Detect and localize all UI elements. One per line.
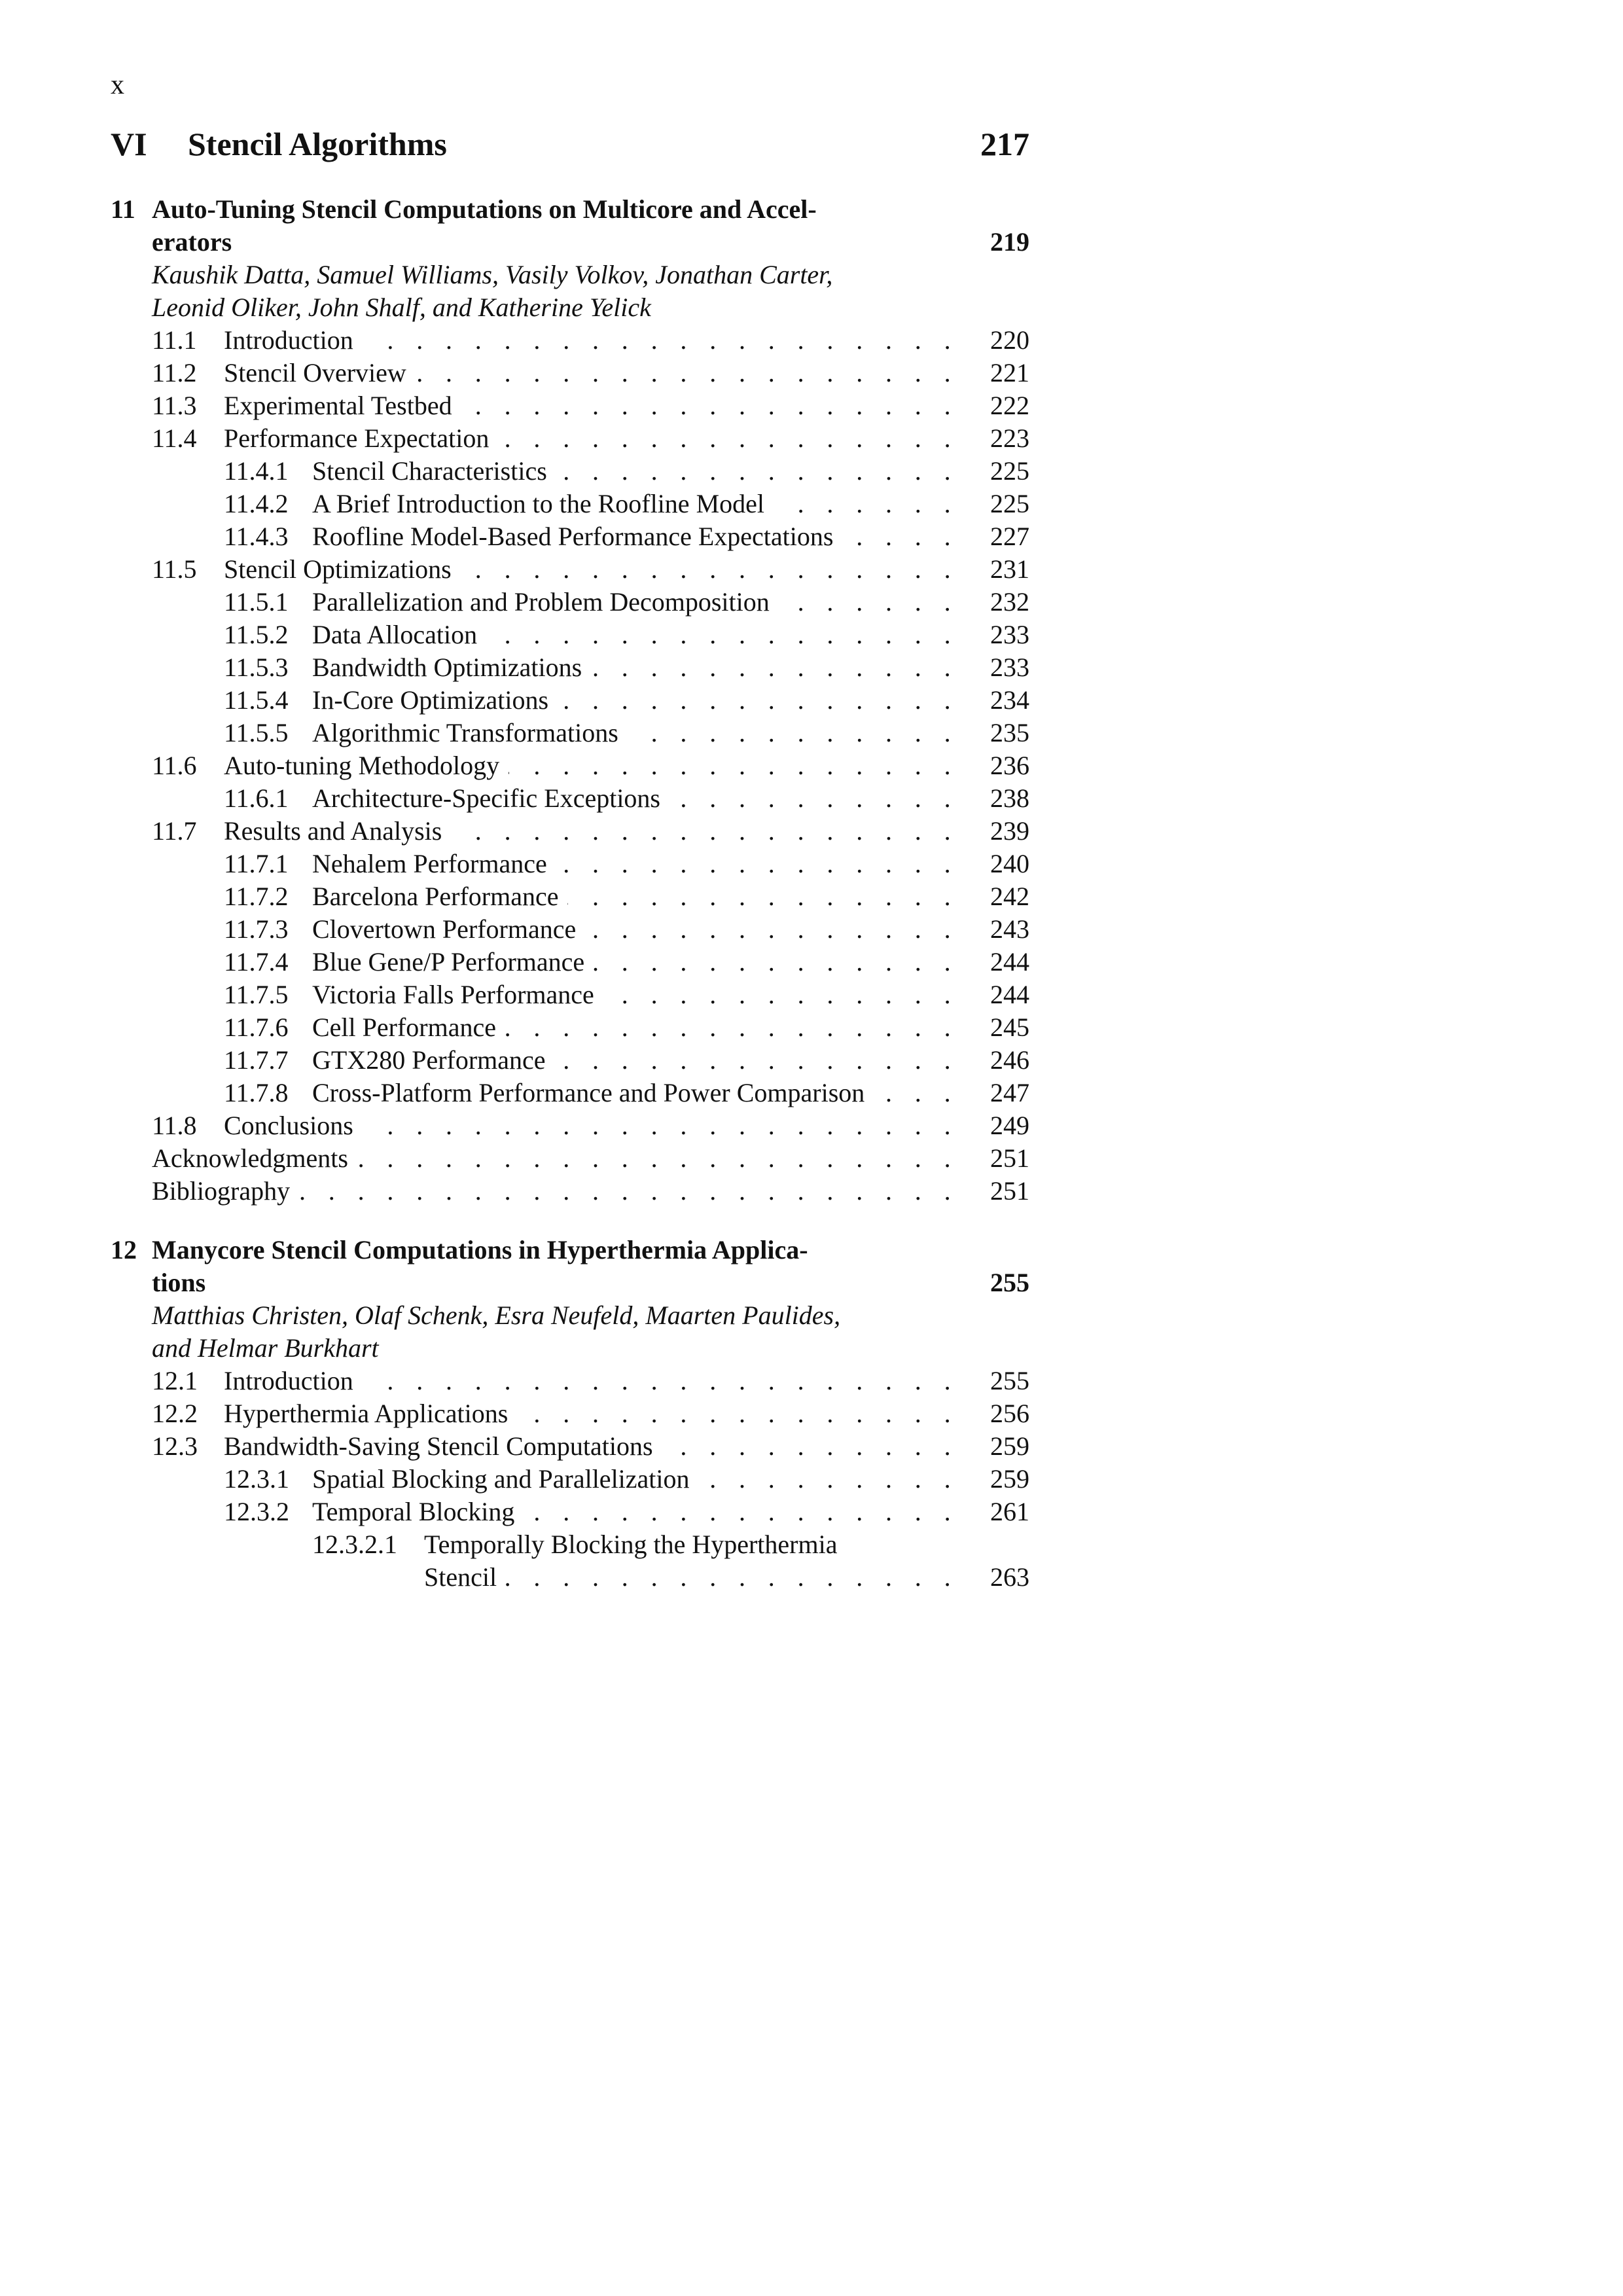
section-title: Stencil Optimizations xyxy=(224,554,452,584)
section-page: 255 xyxy=(990,1366,1029,1395)
section-number: 11.5.5 xyxy=(224,718,289,747)
section-page: 222 xyxy=(990,391,1029,420)
section-title: Bandwidth Optimizations xyxy=(312,653,582,682)
toc-entry[interactable] xyxy=(111,815,1029,848)
chapter-title-continued: erators xyxy=(152,227,232,257)
section-number: 11.8 xyxy=(152,1111,197,1140)
toc-entry[interactable] xyxy=(111,1011,1029,1044)
section-title-continued: Stencil xyxy=(424,1562,497,1592)
section-title: Data Allocation xyxy=(312,620,478,649)
dot-leader xyxy=(603,978,959,1011)
dot-leader xyxy=(842,520,959,553)
section-number: 11.7.4 xyxy=(224,947,289,977)
section-title: Spatial Blocking and Parallelization xyxy=(312,1464,690,1494)
section-title: Hyperthermia Applications xyxy=(224,1399,508,1428)
toc-entry[interactable] xyxy=(111,1496,1029,1528)
chapter-gap xyxy=(111,1208,1029,1234)
page-folio: x xyxy=(111,70,124,100)
section-page: 231 xyxy=(990,554,1029,584)
toc-entry[interactable] xyxy=(111,913,1029,946)
toc-entry[interactable] xyxy=(111,1397,1029,1430)
chapter-number: 11 xyxy=(111,194,135,224)
section-page: 256 xyxy=(990,1399,1029,1428)
dot-leader xyxy=(662,1430,959,1463)
dot-leader xyxy=(874,1077,959,1109)
toc-entry[interactable] xyxy=(111,1044,1029,1077)
chapter-title: Auto-Tuning Stencil Computations on Multicore and Accel- xyxy=(152,194,817,224)
section-number: 11.5.4 xyxy=(224,685,289,715)
toc-entry[interactable] xyxy=(111,422,1029,455)
dot-leader xyxy=(506,1561,959,1594)
section-page: 225 xyxy=(990,489,1029,518)
chapter-title-continued: tions xyxy=(152,1268,206,1297)
section-title: Performance Expectation xyxy=(224,423,490,453)
dot-leader xyxy=(416,357,959,389)
section-number: 11.3 xyxy=(152,391,197,420)
section-page: 245 xyxy=(990,1013,1029,1042)
section-number: 11.6 xyxy=(152,751,197,780)
section-page: 251 xyxy=(990,1176,1029,1206)
dot-leader xyxy=(555,1044,959,1077)
section-title: Architecture-Specific Exceptions xyxy=(312,783,660,813)
dot-leader xyxy=(669,782,959,815)
toc-entry[interactable] xyxy=(111,324,1029,357)
section-page: 244 xyxy=(990,980,1029,1009)
section-page: 233 xyxy=(990,653,1029,682)
chapter-number: 12 xyxy=(111,1235,137,1265)
section-title: Results and Analysis xyxy=(224,816,442,846)
section-title: Algorithmic Transformations xyxy=(312,718,618,747)
section-title: Introduction xyxy=(224,325,353,355)
toc-entry[interactable] xyxy=(111,1142,1029,1175)
toc-entry[interactable] xyxy=(111,357,1029,389)
toc-entry[interactable] xyxy=(111,946,1029,978)
section-title: Stencil Overview xyxy=(224,358,406,387)
section-number: 11.5.1 xyxy=(224,587,289,617)
section-page: 223 xyxy=(990,423,1029,453)
section-number: 11.7.1 xyxy=(224,849,289,878)
section-title: Acknowledgments xyxy=(152,1143,348,1173)
dot-leader xyxy=(357,1142,959,1175)
toc-entry[interactable] xyxy=(111,684,1029,717)
part-number: VI xyxy=(111,126,147,162)
toc-entry[interactable] xyxy=(111,1109,1029,1142)
section-title: Introduction xyxy=(224,1366,353,1395)
dot-leader xyxy=(774,488,959,520)
section-number: 12.3.2.1 xyxy=(312,1530,397,1559)
dot-leader xyxy=(461,389,959,422)
section-number: 11.1 xyxy=(152,325,197,355)
dot-leader xyxy=(451,815,959,848)
section-page: 238 xyxy=(990,783,1029,813)
part-title: Stencil Algorithms xyxy=(188,126,447,162)
section-number: 12.3 xyxy=(152,1431,198,1461)
toc-entry[interactable] xyxy=(111,1463,1029,1496)
section-title: Victoria Falls Performance xyxy=(312,980,594,1009)
dot-leader xyxy=(567,880,959,913)
chapter-authors: and Helmar Burkhart xyxy=(152,1333,379,1363)
section-number: 11.4.1 xyxy=(224,456,289,486)
section-title: GTX280 Performance xyxy=(312,1045,546,1075)
toc-entry[interactable] xyxy=(111,619,1029,651)
section-page: 259 xyxy=(990,1431,1029,1461)
toc-entry[interactable] xyxy=(111,1365,1029,1397)
toc-page xyxy=(111,65,1029,1594)
chapter-page: 255 xyxy=(990,1268,1029,1297)
section-number: 11.4.2 xyxy=(224,489,289,518)
section-title: Clovertown Performance xyxy=(312,914,577,944)
dot-leader xyxy=(628,717,959,749)
toc-entry[interactable] xyxy=(111,848,1029,880)
section-page: 225 xyxy=(990,456,1029,486)
dot-leader xyxy=(556,848,959,880)
toc-entry[interactable] xyxy=(111,586,1029,619)
toc-entry[interactable] xyxy=(111,749,1029,782)
dot-leader xyxy=(585,913,959,946)
dot-leader xyxy=(363,1365,959,1397)
section-number: 12.1 xyxy=(152,1366,198,1395)
chapter-page: 219 xyxy=(990,227,1029,257)
section-title: Temporally Blocking the Hyperthermia xyxy=(424,1530,838,1559)
chapter-title-line[interactable] xyxy=(111,193,1029,226)
section-page: 261 xyxy=(990,1497,1029,1526)
section-number: 11.5 xyxy=(152,554,197,584)
section-title: Nehalem Performance xyxy=(312,849,547,878)
dot-leader xyxy=(558,684,959,717)
dot-leader xyxy=(699,1463,959,1496)
section-number: 11.7.6 xyxy=(224,1013,289,1042)
section-number: 11.7.3 xyxy=(224,914,289,944)
toc-entry[interactable] xyxy=(111,520,1029,553)
dot-leader xyxy=(508,749,959,782)
section-number: 12.3.1 xyxy=(224,1464,289,1494)
toc-entry[interactable] xyxy=(111,1528,1029,1561)
section-page: 232 xyxy=(990,587,1029,617)
section-title: Auto-tuning Methodology xyxy=(224,751,500,780)
chapter-title: Manycore Stencil Computations in Hyperthermia Applica- xyxy=(152,1235,808,1265)
section-page: 243 xyxy=(990,914,1029,944)
section-number: 11.4 xyxy=(152,423,197,453)
section-page: 227 xyxy=(990,522,1029,551)
dot-leader xyxy=(556,455,959,488)
chapter-title-line[interactable] xyxy=(111,1266,1029,1299)
toc-entry[interactable] xyxy=(111,488,1029,520)
section-page: 235 xyxy=(990,718,1029,747)
dot-leader xyxy=(461,553,959,586)
section-page: 242 xyxy=(990,882,1029,911)
section-page: 233 xyxy=(990,620,1029,649)
dot-leader xyxy=(591,651,959,684)
section-page: 234 xyxy=(990,685,1029,715)
section-number: 11.7.8 xyxy=(224,1078,289,1107)
section-title: Stencil Characteristics xyxy=(312,456,547,486)
toc-entry[interactable] xyxy=(111,978,1029,1011)
toc-entry[interactable] xyxy=(111,455,1029,488)
dot-leader xyxy=(363,324,959,357)
section-page: 244 xyxy=(990,947,1029,977)
toc-entry-continued[interactable] xyxy=(111,1561,1029,1594)
toc-entry[interactable] xyxy=(111,389,1029,422)
section-title: Cell Performance xyxy=(312,1013,496,1042)
section-number: 11.7.5 xyxy=(224,980,289,1009)
section-title: Conclusions xyxy=(224,1111,353,1140)
section-page: 259 xyxy=(990,1464,1029,1494)
section-number: 11.5.2 xyxy=(224,620,289,649)
spacer xyxy=(111,226,152,259)
toc-entry[interactable] xyxy=(111,1175,1029,1208)
section-title: Blue Gene/P Performance xyxy=(312,947,585,977)
dot-leader xyxy=(299,1175,959,1208)
section-page: 236 xyxy=(990,751,1029,780)
dot-leader xyxy=(363,1109,959,1142)
dot-leader xyxy=(498,422,959,455)
section-title: Bandwidth-Saving Stencil Computations xyxy=(224,1431,653,1461)
toc-entry[interactable] xyxy=(111,717,1029,749)
dot-leader xyxy=(517,1397,959,1430)
section-page: 263 xyxy=(990,1562,1029,1592)
section-number: 11.4.3 xyxy=(224,522,289,551)
section-number: 11.6.1 xyxy=(224,783,289,813)
section-number: 11.7.2 xyxy=(224,882,289,911)
dot-leader xyxy=(486,619,959,651)
toc-entry[interactable] xyxy=(111,1430,1029,1463)
section-number: 12.2 xyxy=(152,1399,198,1428)
dot-leader xyxy=(594,946,959,978)
section-title: Experimental Testbed xyxy=(224,391,452,420)
section-title: Parallelization and Problem Decomposition xyxy=(312,587,770,617)
chapter-authors: Leonid Oliker, John Shalf, and Katherine Yelick xyxy=(152,293,651,322)
chapter-title-line[interactable] xyxy=(111,1234,1029,1266)
section-number: 12.3.2 xyxy=(224,1497,289,1526)
section-page: 220 xyxy=(990,325,1029,355)
toc-entry[interactable] xyxy=(111,553,1029,586)
toc-entry[interactable] xyxy=(111,880,1029,913)
dot-leader xyxy=(779,586,959,619)
toc-entry[interactable] xyxy=(111,651,1029,684)
chapter-authors: Matthias Christen, Olaf Schenk, Esra Neufeld, Maarten Paulides, xyxy=(152,1300,841,1330)
section-title: A Brief Introduction to the Roofline Model xyxy=(312,489,764,518)
section-number: 11.7.7 xyxy=(224,1045,289,1075)
section-page: 239 xyxy=(990,816,1029,846)
section-page: 221 xyxy=(990,358,1029,387)
toc-entry[interactable] xyxy=(111,782,1029,815)
section-page: 247 xyxy=(990,1078,1029,1107)
section-title: Temporal Blocking xyxy=(312,1497,515,1526)
section-number: 11.5.3 xyxy=(224,653,289,682)
toc-entry[interactable] xyxy=(111,1077,1029,1109)
part-heading[interactable] xyxy=(111,121,1029,167)
spacer xyxy=(111,1266,152,1299)
section-page: 240 xyxy=(990,849,1029,878)
section-title: Cross-Platform Performance and Power Comparison xyxy=(312,1078,865,1107)
section-title: Roofline Model-Based Performance Expectations xyxy=(312,522,834,551)
section-page: 246 xyxy=(990,1045,1029,1075)
section-title: In-Core Optimizations xyxy=(312,685,549,715)
part-page: 217 xyxy=(980,126,1029,162)
section-title: Bibliography xyxy=(152,1176,291,1206)
chapter-list xyxy=(111,193,1029,1594)
section-title: Barcelona Performance xyxy=(312,882,559,911)
section-number: 11.7 xyxy=(152,816,197,846)
dot-leader xyxy=(524,1496,959,1528)
section-page: 249 xyxy=(990,1111,1029,1140)
section-number: 11.2 xyxy=(152,358,197,387)
chapter-title-line[interactable] xyxy=(111,226,1029,259)
section-page: 251 xyxy=(990,1143,1029,1173)
chapter-authors: Kaushik Datta, Samuel Williams, Vasily Volkov, Jonathan Carter, xyxy=(152,260,833,289)
dot-leader xyxy=(505,1011,959,1044)
